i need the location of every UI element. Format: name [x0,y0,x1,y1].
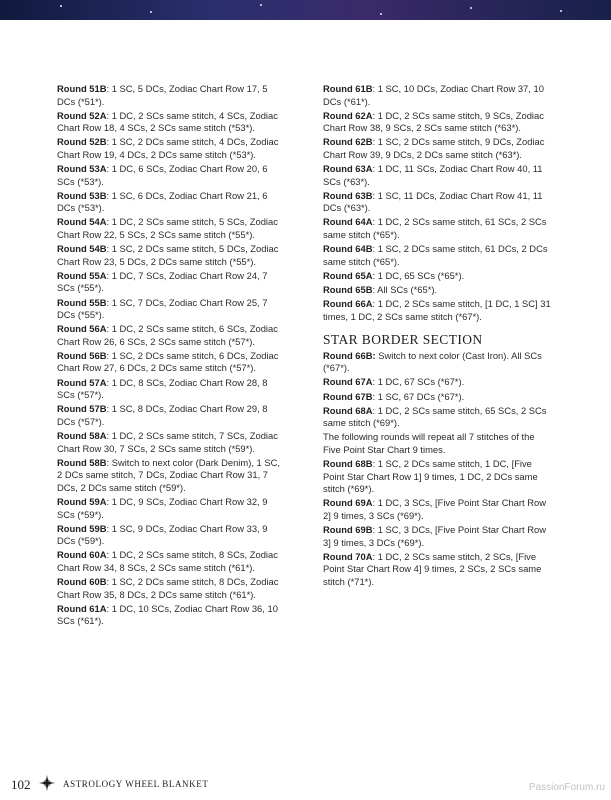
round-instructions: : 1 SC, 6 DCs, Zodiac Chart Row 21, 6 DCs (*53*). [57,189,268,214]
round-instructions: : 1 DC, 2 SCs same stitch, 7 SCs, Zodiac Chart Row 30, 7 SCs, 2 SCs same stitch (*59*). [57,429,278,454]
round-instructions: : 1 SC, 9 DCs, Zodiac Chart Row 33, 9 DCs (*59*). [57,522,268,547]
round-instructions: : 1 DC, 7 SCs, Zodiac Chart Row 24, 7 SCs (*55*). [57,269,268,294]
round-entry [57,297,285,322]
star-icon [380,13,382,15]
round-label: Round 61B [323,83,373,94]
round-instructions: : 1 SC, 2 DCs same stitch, 8 DCs, Zodiac Chart Row 35, 8 DCs, 2 DCs same stitch (*61*). [57,575,279,600]
round-label: Round 55B [57,296,107,308]
round-entry [323,524,551,549]
round-instructions: : 1 DC, 11 SCs, Zodiac Chart Row 40, 11 SCs (*63*). [323,163,543,187]
round-label: Round 56A [57,323,107,335]
star-icon [60,5,62,7]
round-entry [57,190,285,215]
round-label: Round 58B [57,456,107,468]
round-entry [57,403,285,428]
round-label: Round 51B [57,83,107,94]
round-entry [323,190,551,215]
round-label: Round 59A [57,495,107,507]
round-label: Round 57B [57,403,107,415]
round-instructions: : 1 DC, 8 SCs, Zodiac Chart Row 28, 8 SCs (*57*). [57,376,268,401]
round-label: Round 68A [323,404,373,416]
round-label: Round 68B [323,458,373,470]
round-entry [323,110,551,135]
round-label: Round 54B [57,243,107,255]
round-entry [323,284,551,297]
page-footer [0,770,611,800]
round-entry [57,603,285,628]
round-label: Round 53B [57,189,107,201]
round-label: Round 59B [57,522,107,534]
running-title: ASTROLOGY WHEEL BLANKET [63,779,209,789]
round-entry [57,457,285,495]
round-instructions: : 1 DC, 6 SCs, Zodiac Chart Row 20, 6 SCs (*53*). [57,163,268,187]
round-entry [323,350,551,375]
round-label: Round 55A [57,269,107,281]
round-instructions: : 1 SC, 11 DCs, Zodiac Chart Row 41, 11 DCs (*63*). [323,189,543,214]
round-instructions: : 1 DC, 2 SCs same stitch, 5 SCs, Zodiac Chart Row 22, 5 SCs, 2 SCs same stitch (*55*). [57,216,278,241]
round-entry [57,496,285,521]
star-icon [150,11,152,13]
round-instructions: Switch to next color (Cast Iron). All SCs (*67*). [323,349,542,374]
round-instructions: : 1 DC, 2 SCs same stitch, 6 SCs, Zodiac Chart Row 26, 6 SCs, 2 SCs same stitch (*57*). [57,323,278,347]
round-entry [323,298,551,323]
round-label: Round 66A [323,298,373,309]
round-label: Round 63B [323,189,373,201]
round-entry [323,163,551,188]
round-instructions: : Switch to next color (Dark Denim), 1 SC, 2 DCs same stitch, 7 DCs, Zodiac Chart Row 31, 7 DCs, 2 DCs same stitch (*59*). [57,456,280,493]
round-label: Round 70A [323,550,373,562]
round-label: Round 60B [57,575,107,587]
round-entry [57,430,285,455]
repeat-note: The following rounds will repeat all 7 stitches of the Five Point Star Chart 9 times. [323,431,535,455]
round-entry [57,323,285,348]
star-icon [560,10,562,12]
top-banner [0,0,611,20]
round-instructions: : 1 DC, 67 SCs (*67*). [372,376,465,388]
round-entry [323,405,551,430]
round-instructions: : 1 DC, 2 SCs same stitch, 4 SCs, Zodiac Chart Row 18, 4 SCs, 2 SCs same stitch (*53*). [57,109,278,134]
round-entry [323,391,551,404]
round-entry [57,216,285,241]
round-entry [57,110,285,135]
star-icon [39,775,55,791]
round-entry [57,270,285,295]
round-label: Round 56B [57,349,107,361]
round-entry [57,163,285,188]
star-icon [260,4,262,6]
round-label: Round 67B [323,390,373,402]
round-label: Round 58A [57,429,107,441]
round-label: Round 54A [57,216,107,228]
round-label: Round 57A [57,376,107,388]
section-heading: STAR BORDER SECTION [323,332,483,348]
round-instructions: : 1 DC, 65 SCs (*65*). [372,269,465,281]
round-instructions: : 1 SC, 2 DCs same stitch, 9 DCs, Zodiac Chart Row 39, 9 DCs, 2 DCs same stitch (*63*). [323,136,545,160]
round-instructions: : 1 SC, 2 DCs same stitch, 5 DCs, Zodiac Chart Row 23, 5 DCs, 2 DCs same stitch (*55*). [57,243,279,267]
round-label: Round 69B [323,524,373,535]
star-icon [470,7,472,9]
round-label: Round 52A [57,109,107,121]
round-instructions: : 1 DC, 2 SCs same stitch, 9 SCs, Zodiac Chart Row 38, 9 SCs, 2 SCs same stitch (*63*). [323,109,544,134]
round-entry [323,243,551,268]
round-label: Round 61A [57,602,107,614]
right-column-rounds [323,83,551,323]
round-entry [323,83,551,108]
round-instructions: : 1 DC, 2 SCs same stitch, 8 SCs, Zodiac Chart Row 34, 8 SCs, 2 SCs same stitch (*61*). [57,549,278,573]
round-label: Round 64B [323,243,373,255]
round-entry [323,376,551,389]
round-instructions: : 1 SC, 2 DCs same stitch, 61 DCs, 2 DCs same stitch (*65*). [323,243,548,267]
round-entry [323,270,551,283]
round-instructions: : 1 SC, 5 DCs, Zodiac Chart Row 17, 5 DCs (*51*). [57,83,268,107]
page-number: 102 [11,777,31,792]
round-entry [57,549,285,574]
round-label: Round 62B [323,136,373,148]
round-label: Round 63A [323,163,373,175]
star-border-chart-rounds [323,458,551,588]
round-entry [57,83,285,108]
round-label: Round 52B [57,136,107,148]
round-instructions: : 1 SC, 2 DCs same stitch, 4 DCs, Zodiac Chart Row 19, 4 DCs, 2 DCs same stitch (*53*). [57,136,279,160]
round-instructions: : 1 SC, 2 DCs same stitch, 1 DC, [Five Point Star Chart Row 1] 9 times, 1 DC, 2 DCs same stitch (*69*). [323,458,538,495]
round-label: Round 53A [57,163,107,175]
round-entry [57,523,285,548]
round-label: Round 65B [323,283,373,295]
round-label: Round 64A [323,216,373,228]
round-entry [57,136,285,161]
star-border-rounds [323,350,551,430]
round-label: Round 65A [323,269,373,281]
round-instructions: : 1 DC, 2 SCs same stitch, 2 SCs, [Five Point Star Chart Row 4] 9 times, 2 SCs, 2 SCs same stitch (*71*). [323,550,542,587]
round-entry [323,551,551,589]
round-instructions: : All SCs (*65*). [372,283,438,295]
round-label: Round 69A [323,497,373,509]
round-label: Round 66B: [323,349,376,361]
round-instructions: : 1 DC, 9 SCs, Zodiac Chart Row 32, 9 SCs (*59*). [57,495,268,520]
round-entry [57,576,285,601]
round-instructions: : 1 SC, 67 DCs (*67*). [372,390,465,402]
round-instructions: : 1 DC, 2 SCs same stitch, 65 SCs, 2 SCs same stitch (*69*). [323,404,547,429]
round-entry [57,377,285,402]
round-instructions: : 1 DC, 2 SCs same stitch, 61 SCs, 2 SCs same stitch (*65*). [323,216,547,241]
watermark: PassionForum.ru [528,782,605,793]
round-entry [323,497,551,522]
round-instructions: : 1 SC, 8 DCs, Zodiac Chart Row 29, 8 DCs (*57*). [57,403,268,427]
round-entry [323,458,551,496]
round-instructions: : 1 DC, 10 SCs, Zodiac Chart Row 36, 10 SCs (*61*). [57,602,278,627]
round-entry [323,216,551,241]
round-instructions: : 1 DC, 2 SCs same stitch, [1 DC, 1 SC] 31 times, 1 DC, 2 SCs same stitch (*67*). [323,298,551,322]
round-instructions: : 1 SC, 10 DCs, Zodiac Chart Row 37, 10 DCs (*61*). [323,83,544,107]
round-entry [323,136,551,161]
round-label: Round 67A [323,376,373,388]
round-instructions: : 1 SC, 7 DCs, Zodiac Chart Row 25, 7 DCs (*55*). [57,296,268,321]
left-column [57,83,285,629]
round-label: Round 60A [57,549,107,561]
round-instructions: : 1 DC, 3 SCs, [Five Point Star Chart Row 2] 9 times, 3 SCs (*69*). [323,497,546,521]
round-label: Round 62A [323,109,373,121]
round-instructions: : 1 SC, 3 DCs, [Five Point Star Chart Row 3] 9 times, 3 DCs (*69*). [323,524,546,548]
round-instructions: : 1 SC, 2 DCs same stitch, 6 DCs, Zodiac Chart Row 27, 6 DCs, 2 DCs same stitch (*57*). [57,349,279,374]
round-entry [57,350,285,375]
right-column [323,83,551,590]
round-entry [57,243,285,268]
